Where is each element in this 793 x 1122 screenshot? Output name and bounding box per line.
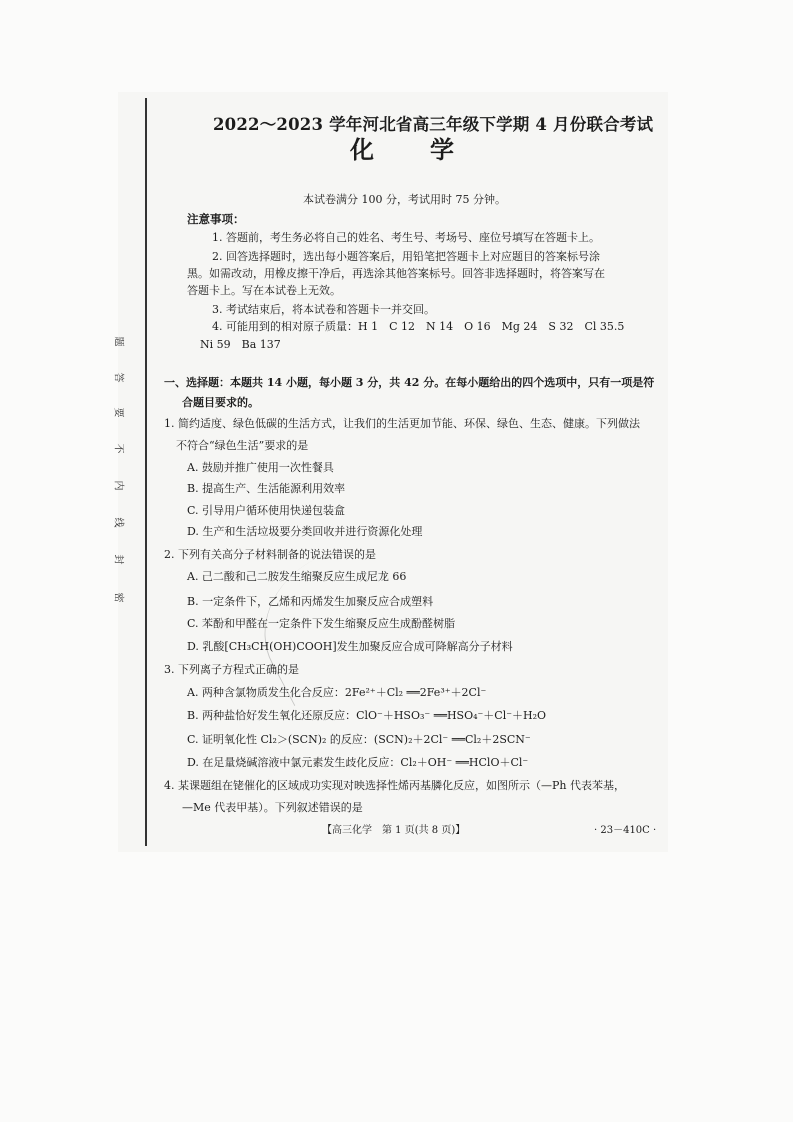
subject-title bbox=[350, 135, 454, 164]
question-stem: 4. 某课题组在铑催化的区域成功实现对映选择性烯丙基膦化反应，如图所示（—Ph 代表苯基， bbox=[164, 779, 625, 792]
note-line: 4. 可能用到的相对原子质量：H 1 C 12 N 14 O 16 Mg 24 S 32 Cl 35.5 bbox=[212, 320, 625, 333]
note-line: 答题卡上。写在本试卷上无效。 bbox=[187, 284, 341, 297]
option: D. 在足量烧碱溶液中氯元素发生歧化反应：Cl₂＋OH⁻ ══HClO＋Cl⁻ bbox=[187, 756, 529, 769]
margin-char: 密 bbox=[112, 592, 124, 603]
margin-char: 不 bbox=[112, 443, 124, 454]
option: C. 苯酚和甲醛在一定条件下发生缩聚反应生成酚醛树脂 bbox=[187, 617, 456, 630]
margin-char: 线 bbox=[112, 517, 124, 528]
note-line: Ni 59 Ba 137 bbox=[200, 338, 281, 351]
exam-title: 2022～2023 学年河北省高三年级下学期 4 月份联合考试 bbox=[213, 115, 654, 134]
option: D. 乳酸[CH₃CH(OH)COOH]发生加聚反应合成可降解高分子材料 bbox=[187, 640, 513, 653]
option: B. 提高生产、生活能源利用效率 bbox=[187, 482, 346, 495]
question-stem: —Me 代表甲基）。下列叙述错误的是 bbox=[182, 801, 363, 814]
option: A. 己二酸和己二胺发生缩聚反应生成尼龙 66 bbox=[187, 570, 407, 583]
section-heading: 合题目要求的。 bbox=[182, 396, 259, 409]
option: B. 两种盐恰好发生氧化还原反应：ClO⁻＋HSO₃⁻ ══HSO₄⁻＋Cl⁻＋H₂O bbox=[187, 709, 547, 722]
page-footer: 【高三化学 第 1 页(共 8 页)】 bbox=[322, 825, 466, 836]
subject-char: 学 bbox=[430, 135, 454, 164]
margin-char: 要 bbox=[112, 407, 124, 418]
subject-char: 化 bbox=[350, 135, 374, 164]
question-stem: 3. 下列离子方程式正确的是 bbox=[164, 663, 299, 676]
note-line: 1. 答题前，考生务必将自己的姓名、考生号、考场号、座位号填写在答题卡上。 bbox=[212, 231, 600, 244]
option: A. 两种含氯物质发生化合反应：2Fe²⁺＋Cl₂ ══2Fe³⁺＋2Cl⁻ bbox=[187, 686, 487, 699]
margin-char: 题 bbox=[112, 336, 124, 347]
option: C. 引导用户循环使用快递包装盒 bbox=[187, 504, 346, 517]
note-line: 3. 考试结束后，将本试卷和答题卡一并交回。 bbox=[212, 303, 435, 316]
margin-char: 答 bbox=[112, 372, 124, 383]
option: C. 证明氧化性 Cl₂＞(SCN)₂ 的反应：(SCN)₂＋2Cl⁻ ══Cl₂＋2SCN⁻ bbox=[187, 733, 531, 746]
notes-heading: 注意事项： bbox=[187, 212, 245, 226]
note-line: 2. 回答选择题时，选出每小题答案后，用铅笔把答题卡上对应题目的答案标号涂 bbox=[212, 250, 600, 263]
question-stem: 2. 下列有关高分子材料制备的说法错误的是 bbox=[164, 548, 376, 561]
option: B. 一定条件下，乙烯和丙烯发生加聚反应合成塑料 bbox=[187, 595, 434, 608]
question-stem: 不符合“绿色生活”要求的是 bbox=[176, 439, 309, 452]
binding-line bbox=[145, 98, 147, 846]
section-heading: 一、选择题：本题共 14 小题，每小题 3 分，共 42 分。在每小题给出的四个选项中，只有一项是符 bbox=[164, 376, 655, 389]
question-stem: 1. 简约适度、绿色低碳的生活方式，让我们的生活更加节能、环保、绿色、生态、健康。下列做法 bbox=[164, 417, 640, 430]
score-info: 本试卷满分 100 分，考试用时 75 分钟。 bbox=[303, 193, 506, 206]
margin-char: 内 bbox=[112, 480, 124, 491]
exam-code: · 23－410C · bbox=[594, 825, 657, 836]
option: A. 鼓励并推广使用一次性餐具 bbox=[187, 461, 334, 474]
note-line: 黑。如需改动，用橡皮擦干净后，再选涂其他答案标号。回答非选择题时，将答案写在 bbox=[187, 267, 605, 280]
option: D. 生产和生活垃圾要分类回收并进行资源化处理 bbox=[187, 525, 423, 538]
margin-char: 封 bbox=[112, 554, 124, 565]
